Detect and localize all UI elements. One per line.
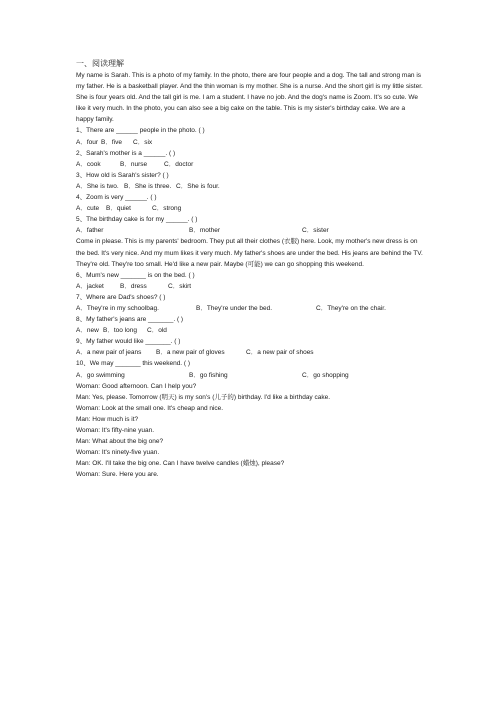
- option-a: A．father: [76, 227, 104, 235]
- option-c: C．They're on the chair.: [316, 304, 386, 312]
- option-a: A．jacket: [76, 282, 104, 290]
- question-5-options: [76, 225, 424, 236]
- option-a: A．She is two.: [76, 182, 119, 190]
- option-c: C．sister: [302, 227, 329, 235]
- question-9-options: [76, 347, 424, 358]
- question-6: 6、Mum's new _______ is on the bed. ( ): [76, 271, 195, 279]
- question-10-options: [76, 370, 424, 381]
- question-5: 5、The birthday cake is for my ______. ( ): [76, 216, 198, 224]
- option-b: B．She is three.: [124, 182, 172, 190]
- dialogue-line: Man: Yes, please. Tomorrow (明天) is my son's (儿子的) birthday. I'd like a birthday cake.: [76, 393, 331, 401]
- option-c: C．She is four.: [176, 182, 220, 190]
- question-7: 7、Where are Dad's shoes? ( ): [76, 293, 166, 301]
- option-c: C．six: [133, 138, 153, 146]
- question-1: 1、There are ______ people in the photo. ( ): [76, 127, 205, 135]
- passage-2: Come in please. This is my parents' bedroom. They put all their clothes (衣服) here. Look, my mother's new dress is on the bed. It's very nice. And my mum likes it very much. My father's shoes are under the bed. His jeans are behind the TV. They're old. They're too small. He'd like a new pair. Maybe (可能) we can go shopping this weekend.: [76, 238, 423, 268]
- option-c: C．old: [147, 327, 167, 335]
- option-a: A．a new pair of jeans: [76, 349, 142, 357]
- question-3-options: [76, 181, 424, 192]
- dialogue-line: Woman: Look at the small one. It's cheap and nice.: [76, 404, 224, 412]
- option-c: C．go shopping: [302, 371, 349, 379]
- question-8: 8、My father's jeans are _______. ( ): [76, 316, 184, 324]
- question-10: 10、We may _______ this weekend. ( ): [76, 360, 191, 368]
- option-b: B．They're under the bed.: [196, 304, 273, 312]
- dialogue-line: Woman: Sure. Here you are.: [76, 471, 159, 479]
- question-4: 4、Zoom is very ______. ( ): [76, 194, 157, 202]
- dialogue-line: Woman: It's fifty-nine yuan.: [76, 427, 155, 434]
- dialogue: [76, 381, 424, 481]
- dialogue-line: Man: What about the big one?: [76, 438, 164, 446]
- dialogue-line: Man: How much is it?: [76, 415, 139, 423]
- section-title: 一、阅读理解: [76, 59, 124, 68]
- question-4-options: [76, 203, 424, 214]
- option-a: A．go swimming: [76, 371, 125, 379]
- question-9: 9、My father would like _______. ( ): [76, 338, 181, 346]
- question-2: 2、Sarah's mother is a ______. ( ): [76, 149, 176, 157]
- question-2-options: [76, 159, 424, 170]
- option-c: C．doctor: [164, 160, 194, 168]
- option-b: B．a new pair of gloves: [156, 349, 225, 357]
- question-7-options: [76, 303, 424, 314]
- option-b: B．nurse: [120, 160, 148, 168]
- option-b: B．go fishing: [189, 371, 228, 379]
- option-b: B．too long: [103, 327, 137, 335]
- option-a: A．four: [76, 138, 99, 146]
- option-a: A．cook: [76, 160, 101, 168]
- option-a: A．cute: [76, 205, 100, 213]
- question-1-options: [76, 137, 424, 148]
- passage-1: My name is Sarah. This is a photo of my family. In the photo, there are four people and a dog. The tall and strong man is my father. He is a basketball player. And the thin woman is my mother. She is a nurse. And the short girl is my little sister. She is four years old. And the tall girl is me. I am a student. I have no job. And the dog's name is Zoom. It's so cute. We like it very much. In the photo, you can also see a big cake on the table. This is my sister's birthday cake. We are a happy family.: [76, 72, 423, 124]
- dialogue-line: Woman: Good afternoon. Can I help you?: [76, 382, 197, 390]
- question-8-options: [76, 325, 424, 336]
- option-b: B．dress: [120, 282, 147, 290]
- question-3: 3、How old is Sarah's sister? ( ): [76, 171, 169, 179]
- dialogue-line: Woman: It's ninety-five yuan.: [76, 449, 160, 457]
- option-c: C．strong: [152, 205, 182, 213]
- option-a: A．new: [76, 327, 99, 335]
- option-b: B．mother: [189, 227, 221, 235]
- option-c: C．skirt: [168, 282, 192, 290]
- option-a: A．They're in my schoolbag.: [76, 304, 159, 312]
- option-b: B．five: [101, 138, 122, 146]
- dialogue-line: Man: OK. I'll take the big one. Can I have twelve candles (蜡烛), please?: [76, 460, 285, 468]
- option-c: C．a new pair of shoes: [246, 349, 314, 357]
- option-b: B．quiet: [106, 205, 131, 213]
- reading-comprehension-section: [76, 58, 424, 480]
- question-6-options: [76, 281, 424, 292]
